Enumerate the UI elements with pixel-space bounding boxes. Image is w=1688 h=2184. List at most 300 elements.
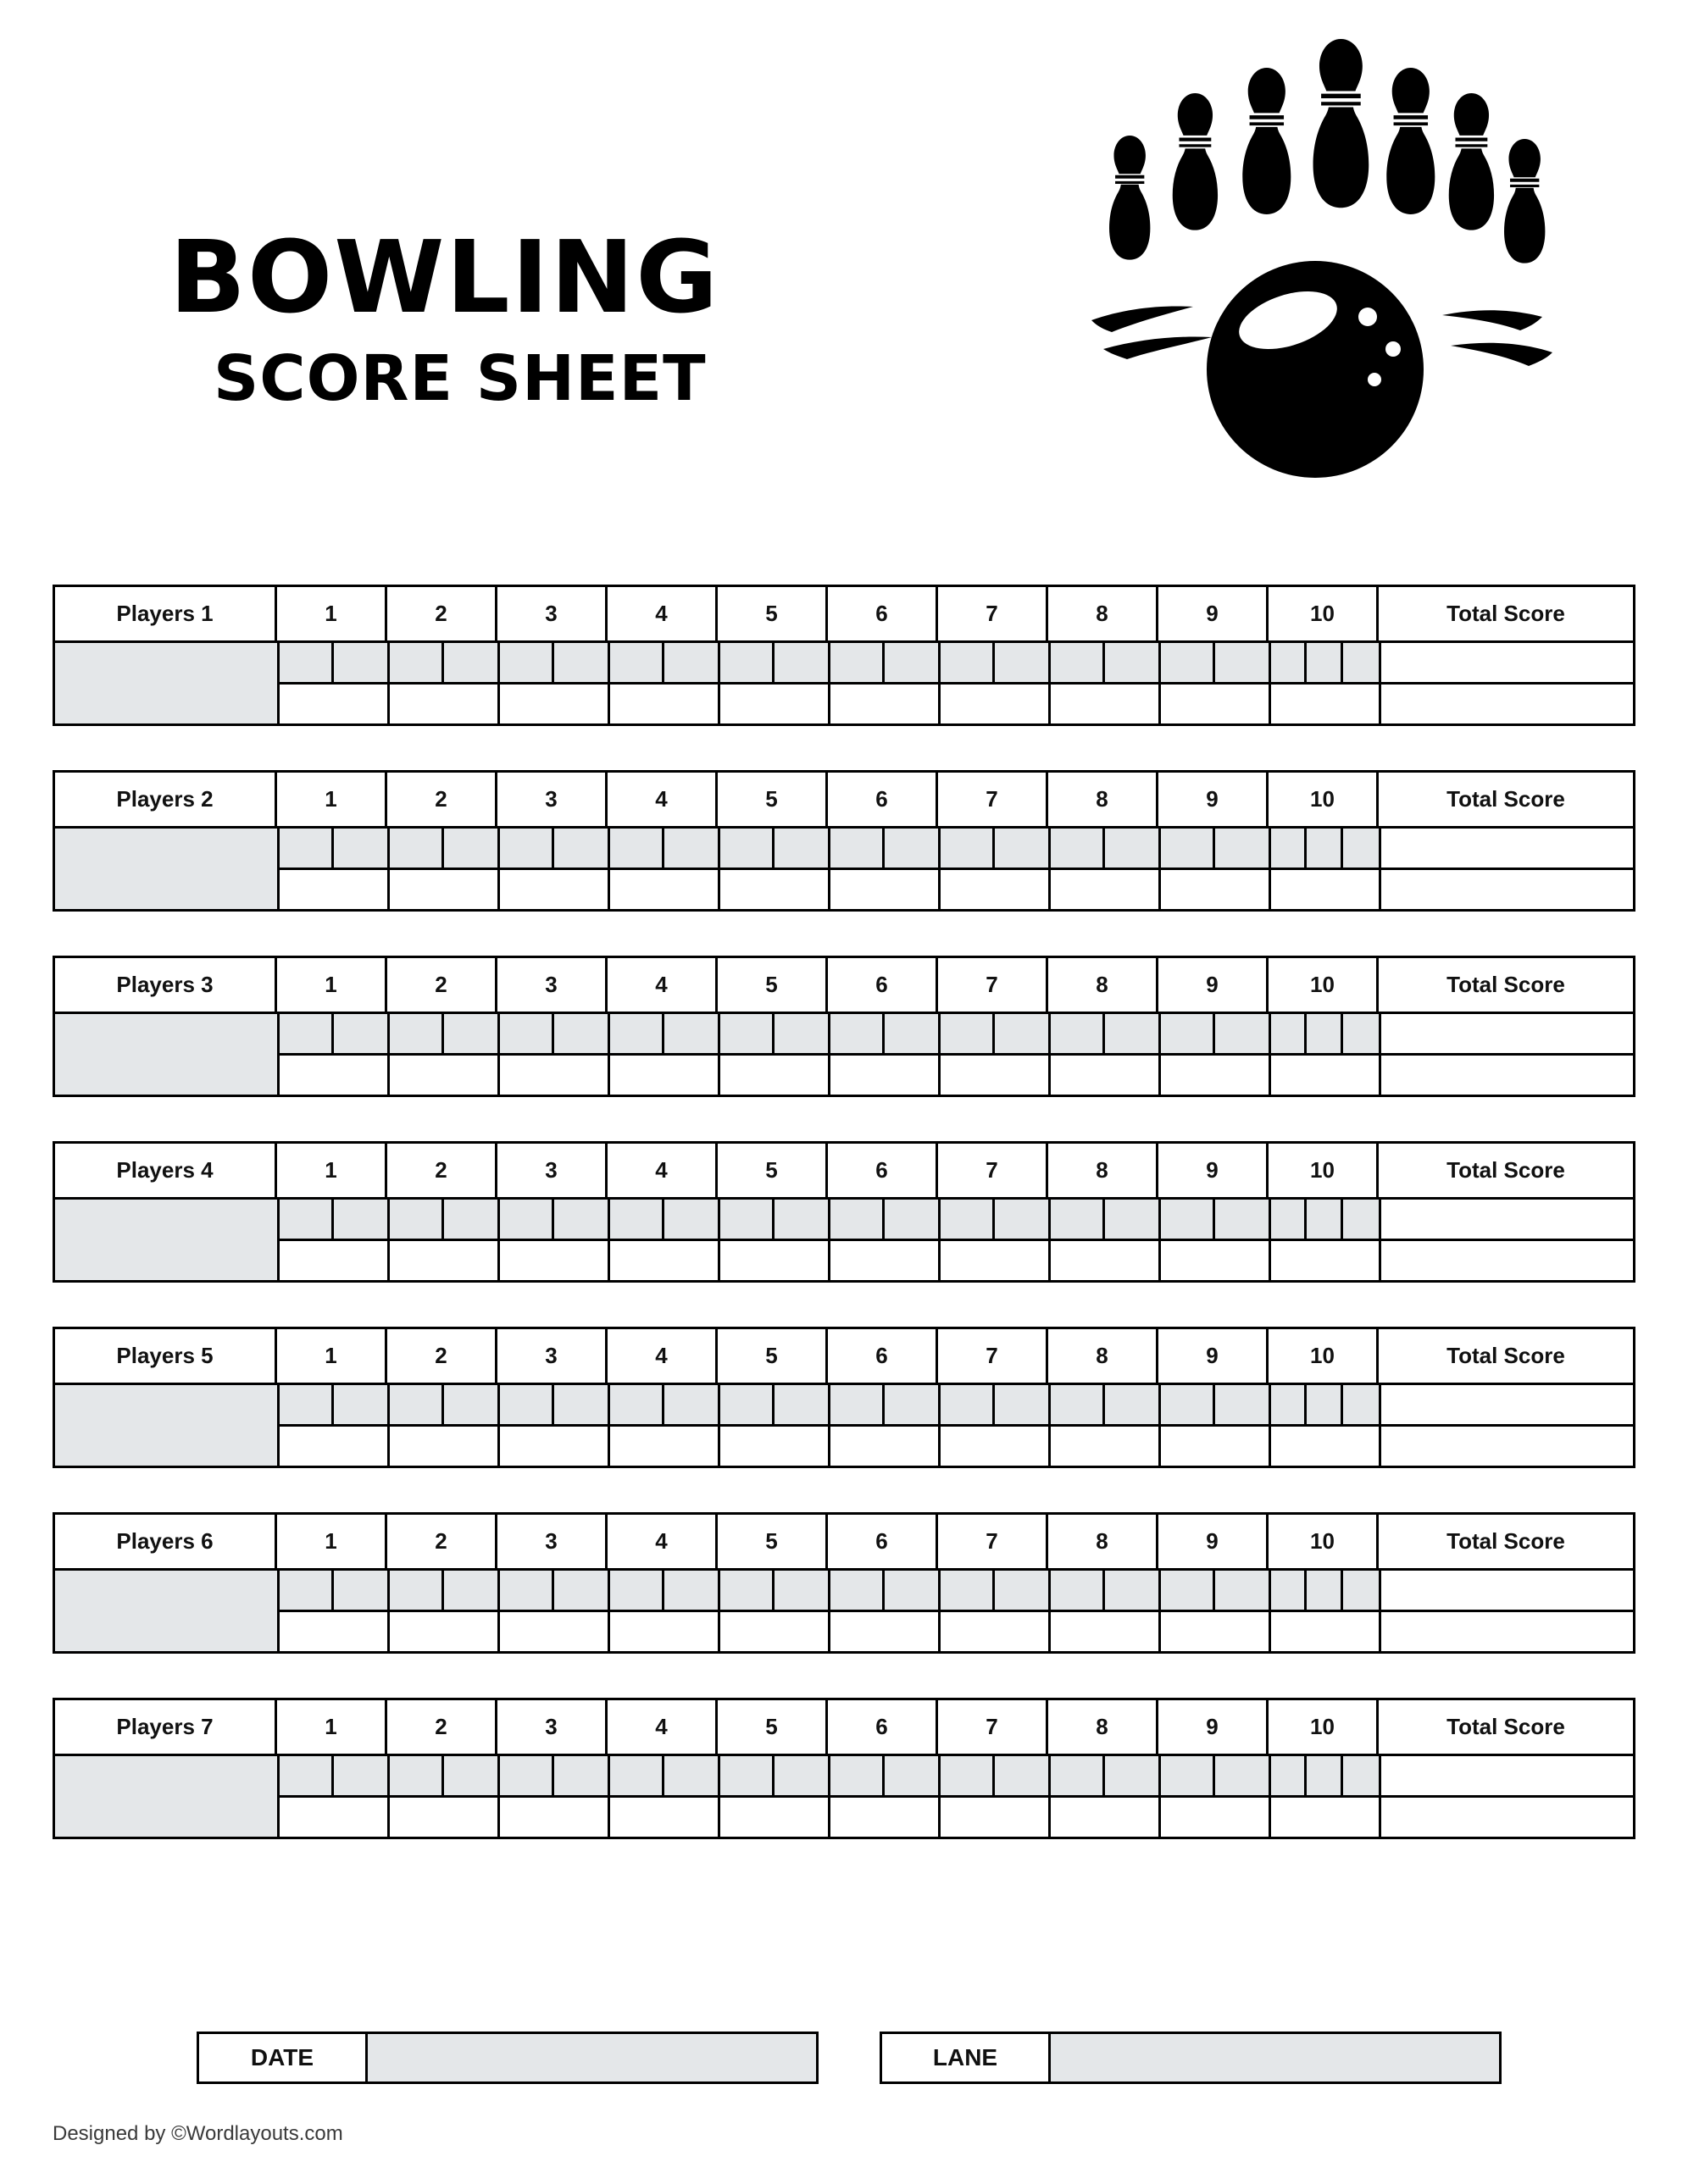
ball-input[interactable] <box>1271 829 1307 868</box>
frame-total-2[interactable] <box>390 1056 500 1095</box>
ball-input[interactable] <box>554 1200 608 1239</box>
ball-input[interactable] <box>720 1014 775 1053</box>
frame-balls-8[interactable] <box>1051 1756 1161 1795</box>
ball-input[interactable] <box>1343 643 1379 682</box>
ball-input[interactable] <box>1215 829 1269 868</box>
ball-input[interactable] <box>775 1571 829 1610</box>
ball-input[interactable] <box>1343 829 1379 868</box>
ball-input[interactable] <box>1307 1014 1342 1053</box>
total-score-input[interactable] <box>1381 829 1633 868</box>
ball-input[interactable] <box>610 1571 664 1610</box>
frame-balls-1[interactable] <box>280 1385 390 1424</box>
frame-total-3[interactable] <box>500 870 610 909</box>
ball-input[interactable] <box>500 829 554 868</box>
ball-input[interactable] <box>1307 1756 1342 1795</box>
ball-input[interactable] <box>830 1756 885 1795</box>
frame-balls-9[interactable] <box>1161 1200 1271 1239</box>
ball-input[interactable] <box>1215 1014 1269 1053</box>
ball-input[interactable] <box>995 1200 1049 1239</box>
ball-input[interactable] <box>1343 1014 1379 1053</box>
frame-total-5[interactable] <box>720 1427 830 1466</box>
ball-input[interactable] <box>720 829 775 868</box>
frame-total-2[interactable] <box>390 1427 500 1466</box>
ball-input[interactable] <box>334 829 388 868</box>
ball-input[interactable] <box>664 1200 719 1239</box>
frame-total-2[interactable] <box>390 1241 500 1280</box>
frame-balls-8[interactable] <box>1051 643 1161 682</box>
ball-input[interactable] <box>885 1571 939 1610</box>
frame-total-10[interactable] <box>1271 1798 1381 1837</box>
ball-input[interactable] <box>1271 1200 1307 1239</box>
frame-balls-9[interactable] <box>1161 1756 1271 1795</box>
ball-input[interactable] <box>1161 829 1215 868</box>
frame-balls-8[interactable] <box>1051 1200 1161 1239</box>
ball-input[interactable] <box>390 1014 444 1053</box>
frame-balls-10[interactable] <box>1271 1200 1381 1239</box>
ball-input[interactable] <box>1161 1756 1215 1795</box>
frame-total-6[interactable] <box>830 1612 941 1651</box>
ball-input[interactable] <box>1051 1756 1105 1795</box>
lane-input[interactable] <box>1051 2034 1499 2081</box>
frame-balls-10[interactable] <box>1271 1385 1381 1424</box>
frame-total-3[interactable] <box>500 1798 610 1837</box>
ball-input[interactable] <box>610 1014 664 1053</box>
frame-balls-1[interactable] <box>280 1014 390 1053</box>
frame-balls-2[interactable] <box>390 1014 500 1053</box>
frame-total-7[interactable] <box>941 1612 1051 1651</box>
total-score-input[interactable] <box>1381 1571 1633 1610</box>
ball-input[interactable] <box>1051 1571 1105 1610</box>
total-score-cell-lower[interactable] <box>1381 1612 1633 1651</box>
ball-input[interactable] <box>1271 1014 1307 1053</box>
frame-balls-7[interactable] <box>941 1014 1051 1053</box>
ball-input[interactable] <box>280 1014 334 1053</box>
frame-balls-2[interactable] <box>390 1385 500 1424</box>
frame-balls-5[interactable] <box>720 1756 830 1795</box>
total-score-input[interactable] <box>1381 1385 1633 1424</box>
frame-total-9[interactable] <box>1161 1798 1271 1837</box>
frame-balls-8[interactable] <box>1051 1014 1161 1053</box>
frame-balls-3[interactable] <box>500 1014 610 1053</box>
frame-total-1[interactable] <box>280 685 390 723</box>
ball-input[interactable] <box>995 829 1049 868</box>
ball-input[interactable] <box>610 643 664 682</box>
frame-total-4[interactable] <box>610 1798 720 1837</box>
frame-total-4[interactable] <box>610 870 720 909</box>
frame-balls-7[interactable] <box>941 829 1051 868</box>
ball-input[interactable] <box>1161 1571 1215 1610</box>
ball-input[interactable] <box>610 829 664 868</box>
ball-input[interactable] <box>500 1200 554 1239</box>
frame-total-4[interactable] <box>610 1427 720 1466</box>
ball-input[interactable] <box>1051 1385 1105 1424</box>
frame-total-5[interactable] <box>720 1056 830 1095</box>
frame-total-2[interactable] <box>390 685 500 723</box>
frame-balls-7[interactable] <box>941 1385 1051 1424</box>
frame-balls-6[interactable] <box>830 829 941 868</box>
frame-balls-5[interactable] <box>720 829 830 868</box>
ball-input[interactable] <box>720 1571 775 1610</box>
ball-input[interactable] <box>1343 1756 1379 1795</box>
player-name-input[interactable] <box>55 1756 280 1837</box>
frame-balls-9[interactable] <box>1161 1571 1271 1610</box>
frame-total-1[interactable] <box>280 1056 390 1095</box>
ball-input[interactable] <box>1215 1385 1269 1424</box>
frame-balls-10[interactable] <box>1271 1014 1381 1053</box>
lane-field[interactable] <box>880 2032 1502 2084</box>
date-field[interactable] <box>197 2032 819 2084</box>
ball-input[interactable] <box>995 643 1049 682</box>
frame-total-1[interactable] <box>280 1241 390 1280</box>
frame-total-5[interactable] <box>720 870 830 909</box>
ball-input[interactable] <box>500 1385 554 1424</box>
ball-input[interactable] <box>1343 1385 1379 1424</box>
ball-input[interactable] <box>885 829 939 868</box>
frame-balls-9[interactable] <box>1161 829 1271 868</box>
ball-input[interactable] <box>1161 1200 1215 1239</box>
frame-total-6[interactable] <box>830 1798 941 1837</box>
frame-total-9[interactable] <box>1161 1241 1271 1280</box>
ball-input[interactable] <box>941 1014 995 1053</box>
frame-balls-5[interactable] <box>720 643 830 682</box>
frame-total-3[interactable] <box>500 685 610 723</box>
ball-input[interactable] <box>775 1014 829 1053</box>
frame-balls-8[interactable] <box>1051 1385 1161 1424</box>
frame-total-1[interactable] <box>280 1798 390 1837</box>
ball-input[interactable] <box>995 1571 1049 1610</box>
ball-input[interactable] <box>390 1571 444 1610</box>
frame-total-9[interactable] <box>1161 1612 1271 1651</box>
ball-input[interactable] <box>554 829 608 868</box>
player-name-input[interactable] <box>55 1571 280 1651</box>
ball-input[interactable] <box>830 1385 885 1424</box>
ball-input[interactable] <box>1105 1200 1159 1239</box>
ball-input[interactable] <box>941 1385 995 1424</box>
frame-balls-6[interactable] <box>830 1200 941 1239</box>
frame-balls-2[interactable] <box>390 1571 500 1610</box>
frame-balls-2[interactable] <box>390 829 500 868</box>
ball-input[interactable] <box>444 1200 498 1239</box>
frame-balls-4[interactable] <box>610 1014 720 1053</box>
frame-balls-6[interactable] <box>830 1571 941 1610</box>
player-name-input[interactable] <box>55 1200 280 1280</box>
ball-input[interactable] <box>1161 643 1215 682</box>
frame-balls-3[interactable] <box>500 1200 610 1239</box>
ball-input[interactable] <box>995 1014 1049 1053</box>
frame-balls-1[interactable] <box>280 1571 390 1610</box>
frame-balls-2[interactable] <box>390 643 500 682</box>
frame-balls-9[interactable] <box>1161 1385 1271 1424</box>
total-score-cell-lower[interactable] <box>1381 1798 1633 1837</box>
frame-total-7[interactable] <box>941 1798 1051 1837</box>
frame-total-5[interactable] <box>720 1612 830 1651</box>
frame-balls-5[interactable] <box>720 1571 830 1610</box>
frame-balls-4[interactable] <box>610 829 720 868</box>
ball-input[interactable] <box>1215 1571 1269 1610</box>
ball-input[interactable] <box>1051 829 1105 868</box>
ball-input[interactable] <box>554 1756 608 1795</box>
ball-input[interactable] <box>1307 1571 1342 1610</box>
frame-balls-8[interactable] <box>1051 1571 1161 1610</box>
ball-input[interactable] <box>1105 643 1159 682</box>
player-name-input[interactable] <box>55 643 280 723</box>
ball-input[interactable] <box>1271 1571 1307 1610</box>
frame-balls-10[interactable] <box>1271 643 1381 682</box>
ball-input[interactable] <box>1105 1571 1159 1610</box>
frame-total-4[interactable] <box>610 1056 720 1095</box>
ball-input[interactable] <box>280 1385 334 1424</box>
frame-total-9[interactable] <box>1161 685 1271 723</box>
player-name-input[interactable] <box>55 1385 280 1466</box>
ball-input[interactable] <box>995 1756 1049 1795</box>
frame-total-10[interactable] <box>1271 1612 1381 1651</box>
frame-balls-6[interactable] <box>830 1756 941 1795</box>
frame-total-9[interactable] <box>1161 1427 1271 1466</box>
ball-input[interactable] <box>334 1200 388 1239</box>
ball-input[interactable] <box>1343 1200 1379 1239</box>
frame-total-6[interactable] <box>830 685 941 723</box>
frame-total-10[interactable] <box>1271 1056 1381 1095</box>
frame-balls-2[interactable] <box>390 1756 500 1795</box>
frame-balls-5[interactable] <box>720 1200 830 1239</box>
frame-balls-5[interactable] <box>720 1014 830 1053</box>
ball-input[interactable] <box>664 1756 719 1795</box>
ball-input[interactable] <box>390 1200 444 1239</box>
ball-input[interactable] <box>830 1571 885 1610</box>
frame-total-3[interactable] <box>500 1056 610 1095</box>
ball-input[interactable] <box>1051 1200 1105 1239</box>
frame-total-4[interactable] <box>610 1241 720 1280</box>
frame-balls-1[interactable] <box>280 1200 390 1239</box>
ball-input[interactable] <box>941 829 995 868</box>
frame-balls-4[interactable] <box>610 1571 720 1610</box>
ball-input[interactable] <box>720 643 775 682</box>
frame-total-2[interactable] <box>390 1798 500 1837</box>
ball-input[interactable] <box>390 1385 444 1424</box>
ball-input[interactable] <box>775 1756 829 1795</box>
frame-total-7[interactable] <box>941 685 1051 723</box>
player-name-input[interactable] <box>55 829 280 909</box>
ball-input[interactable] <box>334 1385 388 1424</box>
ball-input[interactable] <box>500 643 554 682</box>
ball-input[interactable] <box>1105 1385 1159 1424</box>
frame-balls-3[interactable] <box>500 829 610 868</box>
frame-total-6[interactable] <box>830 1241 941 1280</box>
ball-input[interactable] <box>554 1571 608 1610</box>
frame-balls-6[interactable] <box>830 1385 941 1424</box>
frame-balls-3[interactable] <box>500 1571 610 1610</box>
frame-total-8[interactable] <box>1051 1427 1161 1466</box>
ball-input[interactable] <box>885 1756 939 1795</box>
ball-input[interactable] <box>1105 1756 1159 1795</box>
frame-balls-1[interactable] <box>280 643 390 682</box>
ball-input[interactable] <box>1161 1014 1215 1053</box>
frame-balls-4[interactable] <box>610 643 720 682</box>
frame-total-3[interactable] <box>500 1612 610 1651</box>
ball-input[interactable] <box>830 643 885 682</box>
ball-input[interactable] <box>1215 1200 1269 1239</box>
total-score-cell-lower[interactable] <box>1381 685 1633 723</box>
total-score-cell-lower[interactable] <box>1381 1427 1633 1466</box>
ball-input[interactable] <box>280 1571 334 1610</box>
frame-total-7[interactable] <box>941 1056 1051 1095</box>
ball-input[interactable] <box>941 643 995 682</box>
frame-total-6[interactable] <box>830 1427 941 1466</box>
total-score-cell-lower[interactable] <box>1381 870 1633 909</box>
ball-input[interactable] <box>664 1014 719 1053</box>
frame-total-8[interactable] <box>1051 1241 1161 1280</box>
ball-input[interactable] <box>1271 1756 1307 1795</box>
frame-balls-10[interactable] <box>1271 1756 1381 1795</box>
frame-balls-9[interactable] <box>1161 643 1271 682</box>
frame-total-1[interactable] <box>280 1612 390 1651</box>
ball-input[interactable] <box>500 1571 554 1610</box>
frame-balls-5[interactable] <box>720 1385 830 1424</box>
frame-total-7[interactable] <box>941 1241 1051 1280</box>
frame-balls-3[interactable] <box>500 643 610 682</box>
frame-total-10[interactable] <box>1271 870 1381 909</box>
frame-total-8[interactable] <box>1051 1798 1161 1837</box>
frame-total-4[interactable] <box>610 685 720 723</box>
ball-input[interactable] <box>830 1014 885 1053</box>
ball-input[interactable] <box>444 1385 498 1424</box>
ball-input[interactable] <box>500 1756 554 1795</box>
frame-balls-10[interactable] <box>1271 829 1381 868</box>
ball-input[interactable] <box>500 1014 554 1053</box>
frame-total-10[interactable] <box>1271 1241 1381 1280</box>
ball-input[interactable] <box>610 1200 664 1239</box>
ball-input[interactable] <box>830 1200 885 1239</box>
ball-input[interactable] <box>554 643 608 682</box>
ball-input[interactable] <box>664 643 719 682</box>
frame-total-3[interactable] <box>500 1241 610 1280</box>
frame-total-10[interactable] <box>1271 1427 1381 1466</box>
ball-input[interactable] <box>720 1200 775 1239</box>
frame-balls-10[interactable] <box>1271 1571 1381 1610</box>
frame-total-9[interactable] <box>1161 870 1271 909</box>
total-score-cell-lower[interactable] <box>1381 1056 1633 1095</box>
frame-balls-4[interactable] <box>610 1200 720 1239</box>
ball-input[interactable] <box>995 1385 1049 1424</box>
frame-balls-1[interactable] <box>280 829 390 868</box>
ball-input[interactable] <box>334 643 388 682</box>
ball-input[interactable] <box>941 1756 995 1795</box>
frame-balls-3[interactable] <box>500 1756 610 1795</box>
ball-input[interactable] <box>610 1756 664 1795</box>
ball-input[interactable] <box>664 1571 719 1610</box>
ball-input[interactable] <box>830 829 885 868</box>
ball-input[interactable] <box>775 829 829 868</box>
ball-input[interactable] <box>885 1014 939 1053</box>
ball-input[interactable] <box>1343 1571 1379 1610</box>
frame-balls-8[interactable] <box>1051 829 1161 868</box>
frame-total-10[interactable] <box>1271 685 1381 723</box>
frame-total-7[interactable] <box>941 1427 1051 1466</box>
ball-input[interactable] <box>334 1571 388 1610</box>
ball-input[interactable] <box>1307 643 1342 682</box>
ball-input[interactable] <box>444 1571 498 1610</box>
frame-total-9[interactable] <box>1161 1056 1271 1095</box>
ball-input[interactable] <box>280 643 334 682</box>
frame-balls-1[interactable] <box>280 1756 390 1795</box>
ball-input[interactable] <box>444 1756 498 1795</box>
frame-total-2[interactable] <box>390 870 500 909</box>
date-input[interactable] <box>368 2034 816 2081</box>
frame-balls-6[interactable] <box>830 643 941 682</box>
frame-balls-7[interactable] <box>941 1200 1051 1239</box>
ball-input[interactable] <box>280 829 334 868</box>
ball-input[interactable] <box>1215 643 1269 682</box>
frame-total-8[interactable] <box>1051 685 1161 723</box>
ball-input[interactable] <box>664 829 719 868</box>
frame-balls-9[interactable] <box>1161 1014 1271 1053</box>
frame-balls-4[interactable] <box>610 1756 720 1795</box>
frame-total-8[interactable] <box>1051 1612 1161 1651</box>
ball-input[interactable] <box>444 829 498 868</box>
frame-total-4[interactable] <box>610 1612 720 1651</box>
frame-total-3[interactable] <box>500 1427 610 1466</box>
ball-input[interactable] <box>1307 1385 1342 1424</box>
ball-input[interactable] <box>444 1014 498 1053</box>
ball-input[interactable] <box>390 829 444 868</box>
ball-input[interactable] <box>444 643 498 682</box>
frame-total-2[interactable] <box>390 1612 500 1651</box>
ball-input[interactable] <box>610 1385 664 1424</box>
ball-input[interactable] <box>1051 1014 1105 1053</box>
ball-input[interactable] <box>885 643 939 682</box>
total-score-cell-lower[interactable] <box>1381 1241 1633 1280</box>
ball-input[interactable] <box>554 1385 608 1424</box>
ball-input[interactable] <box>1161 1385 1215 1424</box>
frame-total-8[interactable] <box>1051 1056 1161 1095</box>
frame-balls-6[interactable] <box>830 1014 941 1053</box>
ball-input[interactable] <box>1051 643 1105 682</box>
player-name-input[interactable] <box>55 1014 280 1095</box>
ball-input[interactable] <box>775 643 829 682</box>
frame-total-7[interactable] <box>941 870 1051 909</box>
ball-input[interactable] <box>885 1385 939 1424</box>
ball-input[interactable] <box>885 1200 939 1239</box>
frame-total-1[interactable] <box>280 870 390 909</box>
frame-balls-3[interactable] <box>500 1385 610 1424</box>
ball-input[interactable] <box>1215 1756 1269 1795</box>
total-score-input[interactable] <box>1381 1200 1633 1239</box>
ball-input[interactable] <box>1105 1014 1159 1053</box>
ball-input[interactable] <box>720 1756 775 1795</box>
ball-input[interactable] <box>280 1200 334 1239</box>
ball-input[interactable] <box>1271 643 1307 682</box>
total-score-input[interactable] <box>1381 643 1633 682</box>
frame-balls-2[interactable] <box>390 1200 500 1239</box>
frame-total-8[interactable] <box>1051 870 1161 909</box>
total-score-input[interactable] <box>1381 1756 1633 1795</box>
ball-input[interactable] <box>390 643 444 682</box>
ball-input[interactable] <box>334 1014 388 1053</box>
frame-total-6[interactable] <box>830 1056 941 1095</box>
frame-total-5[interactable] <box>720 685 830 723</box>
ball-input[interactable] <box>390 1756 444 1795</box>
frame-total-1[interactable] <box>280 1427 390 1466</box>
ball-input[interactable] <box>720 1385 775 1424</box>
ball-input[interactable] <box>334 1756 388 1795</box>
ball-input[interactable] <box>1307 829 1342 868</box>
ball-input[interactable] <box>775 1200 829 1239</box>
frame-balls-4[interactable] <box>610 1385 720 1424</box>
ball-input[interactable] <box>1105 829 1159 868</box>
frame-total-5[interactable] <box>720 1241 830 1280</box>
ball-input[interactable] <box>1271 1385 1307 1424</box>
frame-total-6[interactable] <box>830 870 941 909</box>
